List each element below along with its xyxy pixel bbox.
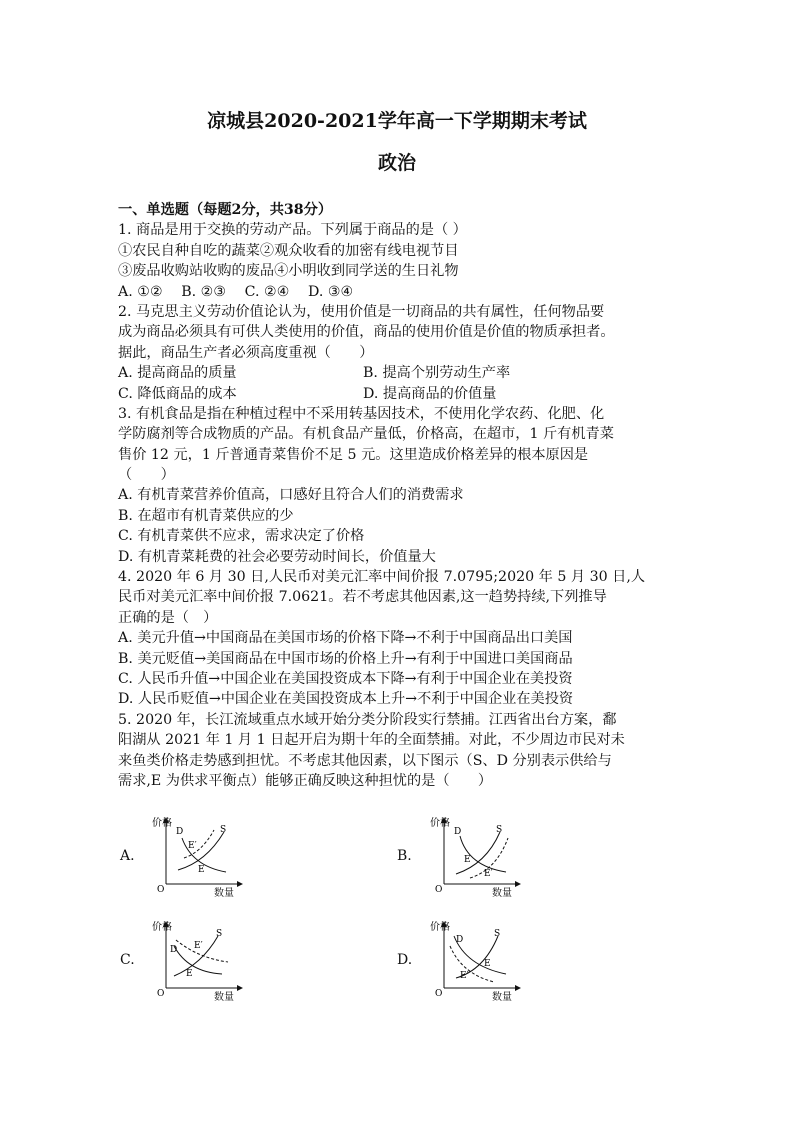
q2-stem: 2. 马克思主义劳动价值论认为，使用价值是一切商品的共有属性，任何物品要 <box>118 303 605 320</box>
e-label: E <box>198 865 205 875</box>
d-label: D <box>170 945 178 955</box>
q5-option-c[interactable]: C. <box>120 952 135 968</box>
q5-stem: 5. 2020 年，长江流域重点水域开始分类分阶段实行禁捕。江西省出台方案，鄱 <box>118 711 617 728</box>
price-axis-label: 价格 <box>152 818 172 829</box>
q5-option-b[interactable]: B. <box>397 848 412 864</box>
q3-option-a[interactable]: A. 有机青菜营养价值高，口感好且符合人们的消费需求 <box>118 487 464 504</box>
q5-line: 需求,E 为供求平衡点）能够正确反映这种担忧的是（ ） <box>118 772 493 789</box>
price-axis-label: 价格 <box>152 922 172 933</box>
price-axis-label: 价格 <box>430 922 450 933</box>
q4-option-b[interactable]: B. 美元贬值→美国商品在中国市场的价格上升→有利于中国进口美国商品 <box>118 650 573 667</box>
origin-label: O <box>157 989 165 999</box>
graph-b <box>426 814 526 898</box>
subject-title: 政治 <box>377 152 416 174</box>
exam-body <box>118 200 678 791</box>
q1-line: ③废品收购站收购的废品④小明收到同学送的生日礼物 <box>118 263 459 280</box>
d-label: D <box>176 827 184 837</box>
q2-line: 成为商品必须具有可供人类使用的价值，商品的使用价值是价值的物质承担者。 <box>118 324 615 341</box>
section-heading: 一、单选题（每题2分，共38分） <box>118 202 333 218</box>
e-label: E <box>464 855 471 865</box>
graph-d <box>426 918 526 1002</box>
quantity-axis-label: 数量 <box>492 992 512 1002</box>
q1-option-d[interactable]: D. ③④ <box>307 283 354 300</box>
q4-stem: 4. 2020 年 6 月 30 日,人民币对美元汇率中间价报 7.0795;2020 年 5 月 30 日,人 <box>118 569 646 586</box>
s-label: S <box>220 825 227 835</box>
q1-stem: 1. 商品是用于交换的劳动产品。下列属于商品的是（ ） <box>118 222 467 239</box>
e-prime-label: E′ <box>194 941 203 951</box>
origin-label: O <box>435 885 443 895</box>
e-prime-label: E′ <box>484 869 493 879</box>
q2-option-c[interactable]: C. 降低商品的成本 <box>118 385 237 402</box>
s-label: S <box>494 929 501 939</box>
graph-c <box>148 918 248 1002</box>
quantity-axis-label: 数量 <box>492 888 512 898</box>
q3-option-b[interactable]: B. 在超市有机青菜供应的少 <box>118 507 294 524</box>
d-label: D <box>454 827 462 837</box>
q1-option-b[interactable]: B. ②③ <box>181 283 227 300</box>
q2-option-b[interactable]: B. 提高个别劳动生产率 <box>363 365 511 382</box>
q3-line: （ ） <box>118 467 175 484</box>
q2-option-a[interactable]: A. 提高商品的质量 <box>118 365 237 382</box>
origin-label: O <box>157 885 165 895</box>
q3-option-c[interactable]: C. 有机青菜供不应求，需求决定了价格 <box>118 528 365 545</box>
q3-line: 售价 12 元，1 斤普通青菜售价不足 5 元。这里造成价格差异的根本原因是 <box>118 446 589 463</box>
demand-curve <box>460 836 506 872</box>
q5-option-d[interactable]: D. <box>397 952 413 968</box>
q2-options-row <box>118 363 678 383</box>
price-axis-label: 价格 <box>430 818 450 829</box>
d-label: D <box>456 935 464 945</box>
q3-stem: 3. 有机食品是指在种植过程中不采用转基因技术，不使用化学农药、化肥、化 <box>118 405 605 422</box>
q4-option-c[interactable]: C. 人民币升值→中国企业在美国投资成本下降→有利于中国企业在美投资 <box>118 670 573 687</box>
q4-line: 正确的是（ ） <box>118 609 218 626</box>
e-prime-label: E′ <box>460 971 469 981</box>
quantity-axis-label: 数量 <box>214 992 234 1002</box>
q1-option-a[interactable]: A. ①② <box>118 283 163 300</box>
origin-label: O <box>435 989 443 999</box>
q3-option-d[interactable]: D. 有机青菜耗费的社会必要劳动时间长，价值量大 <box>118 548 436 565</box>
s-label: S <box>496 825 503 835</box>
s-label: S <box>216 929 223 939</box>
q3-line: 学防腐剂等合成物质的产品。有机食品产量低，价格高，在超市，1 斤有机青菜 <box>118 426 614 443</box>
q1-line: ①农民自种自吃的蔬菜②观众收看的加密有线电视节目 <box>118 242 459 259</box>
q5-option-a[interactable]: A. <box>120 848 135 864</box>
q4-option-d[interactable]: D. 人民币贬值→中国企业在美国投资成本上升→不利于中国企业在美投资 <box>118 691 574 708</box>
q1-option-c[interactable]: C. ②④ <box>244 283 290 300</box>
e-label: E <box>484 959 491 969</box>
q2-options-row <box>118 384 678 404</box>
q4-line: 民币对美元汇率中间价报 7.0621。若不考虑其他因素,这一趋势持续,下列推导 <box>118 589 607 606</box>
supply-curve <box>456 832 500 874</box>
q1-options <box>118 282 678 302</box>
q2-line: 据此，商品生产者必须高度重视（ ） <box>118 344 374 361</box>
q5-line: 来鱼类价格走势感到担忧。不考虑其他因素，以下图示（S、D 分别表示供给与 <box>118 752 612 769</box>
e-label: E <box>186 969 193 979</box>
q4-option-a[interactable]: A. 美元升值→中国商品在美国市场的价格下降→不利于中国商品出口美国 <box>118 630 573 647</box>
graph-a <box>148 814 248 898</box>
exam-title: 凉城县2020-2021学年高一下学期期末考试 <box>207 110 587 132</box>
e-prime-label: E′ <box>188 841 197 851</box>
quantity-axis-label: 数量 <box>214 888 234 898</box>
q2-option-d[interactable]: D. 提高商品的价值量 <box>363 385 497 402</box>
q5-line: 阳湖从 2021 年 1 月 1 日起开启为期十年的全面禁捕。对此，不少周边市民对未 <box>118 732 625 749</box>
